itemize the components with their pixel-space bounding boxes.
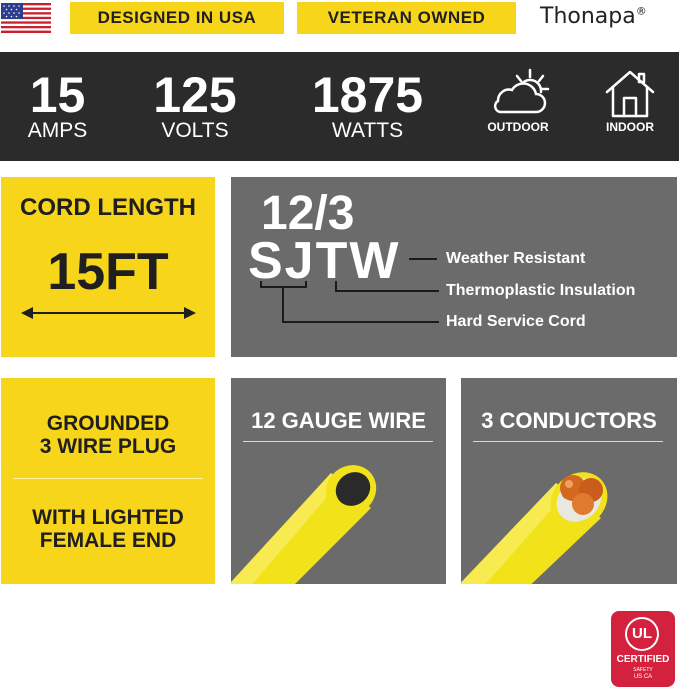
spec-unit: WATTS — [331, 119, 404, 142]
spec-unit: VOLTS — [161, 119, 229, 142]
gauge-wire-title: 12 GAUGE WIRE — [251, 408, 426, 433]
outdoor-block — [478, 68, 558, 134]
registered-mark: ® — [635, 4, 647, 18]
meaning-hard-service: Hard Service Cord — [446, 313, 586, 330]
yellow-wire-image — [231, 378, 446, 584]
conductors-title: 3 CONDUCTORS — [481, 408, 657, 433]
gauge-code: 12/3 — [261, 187, 355, 240]
gauge-wire-panel — [231, 378, 446, 584]
house-icon — [595, 68, 665, 120]
meaning-thermoplastic: Thermoplastic Insulation — [446, 282, 636, 299]
ul-region-label: US CA — [633, 674, 653, 680]
meaning-weather-resistant: Weather Resistant — [446, 250, 586, 267]
feature-line-3: WITH LIGHTED — [32, 506, 184, 529]
spec-value: 1875 — [311, 67, 424, 123]
spec-value: 125 — [153, 67, 237, 123]
cord-length-title: CORD LENGTH — [20, 194, 196, 221]
double-arrow-icon — [21, 305, 196, 326]
ul-certified-badge — [611, 611, 675, 687]
cord-length-value: 15FT — [47, 243, 169, 301]
ul-logo-icon: UL — [625, 617, 659, 651]
outdoor-label: OUTDOOR — [487, 120, 549, 134]
cloud-sun-icon — [478, 68, 558, 120]
jacket-code: SJTW — [248, 232, 401, 290]
feature-line-2: 3 WIRE PLUG — [39, 435, 177, 458]
us-flag-icon — [1, 3, 51, 33]
features-divider — [13, 478, 203, 479]
cord-length-panel — [1, 177, 215, 357]
spec-volts — [130, 67, 260, 142]
cord-type-panel — [231, 177, 677, 357]
spec-amps — [0, 67, 115, 142]
ul-certified-label: CERTIFIED — [616, 654, 670, 665]
conductors-panel — [461, 378, 677, 584]
spec-value: 15 — [29, 67, 86, 123]
spec-bar — [0, 52, 679, 161]
spec-watts — [285, 67, 450, 142]
features-panel — [1, 378, 215, 584]
veteran-owned-badge: VETERAN OWNED — [297, 2, 516, 34]
designed-in-usa-badge: DESIGNED IN USA — [70, 2, 284, 34]
feature-line-1: GROUNDED — [46, 412, 170, 435]
spec-unit: AMPS — [27, 119, 88, 142]
brand-name — [540, 4, 647, 29]
feature-line-4: FEMALE END — [39, 529, 177, 552]
indoor-label: INDOOR — [606, 120, 654, 134]
brand-text: Thonapa — [540, 4, 636, 29]
indoor-block — [595, 68, 665, 134]
cable-conductors-image — [461, 378, 677, 584]
ul-safety-label: SAFETY — [633, 667, 653, 673]
